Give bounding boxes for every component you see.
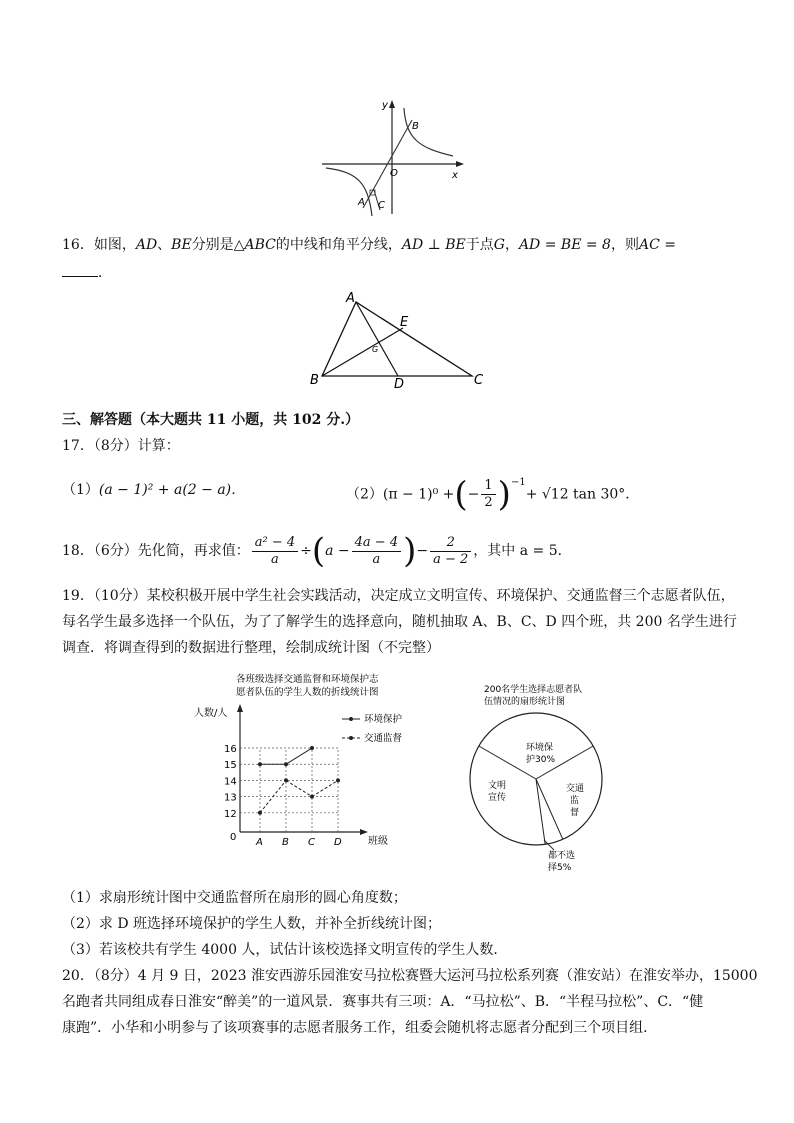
segment-be <box>322 328 403 376</box>
x-tick-label: B <box>282 837 289 848</box>
y-tick-label: 16 <box>224 744 237 756</box>
label-x: x <box>452 170 458 181</box>
q20-line1: 20．（8分）4 月 9 日，2023 淮安西游乐园淮安马拉松赛暨大运河马拉松系列赛（淮安站）在淮安举办，15000 <box>62 968 758 984</box>
q19-line2: 每名学生最多选择一个队伍，为了了解学生的选择意向，随机抽取 A、B、C、D 四个班，共 200 名学生进行 <box>62 614 737 630</box>
point-e: E <box>400 315 409 330</box>
vertex-a: A <box>346 291 355 306</box>
traffic-data-point <box>284 778 288 782</box>
q20-line2: 名跑者共同组成春日淮安“醉美”的一道风景．赛事共有三项：A．“马拉松”、B．“半程马拉松”、C．“健 <box>62 994 704 1010</box>
traffic-series-segment <box>260 780 286 812</box>
pie-env-2: 护30% <box>526 755 556 765</box>
env-data-point <box>310 746 314 750</box>
vertex-b: B <box>310 373 319 388</box>
line-chart-origin: 0 <box>230 832 237 843</box>
pie-none-1: 都不选 <box>548 851 576 861</box>
pie-none-leader <box>544 840 554 850</box>
line-chart-xlabel: 班级 <box>368 836 388 847</box>
x-tick-label: D <box>334 837 342 848</box>
legend-env-label: 环境保护 <box>364 714 403 725</box>
q17-header: 17．（8分）计算： <box>62 438 180 454</box>
traffic-series-segment <box>312 780 338 796</box>
vertex-c: C <box>474 373 484 388</box>
q20-line3: 康跑”．小华和小明参与了该项赛事的志愿者服务工作，组委会随机将志愿者分配到三个项目组． <box>62 1020 658 1036</box>
legend-traffic-dot <box>349 736 353 740</box>
pie-env-1: 环境保 <box>526 743 554 753</box>
q19-line3: 调查．将调查得到的数据进行整理，绘制成统计图（不完整） <box>62 640 440 656</box>
pie-traffic-2: 监 <box>570 796 580 806</box>
x-axis-arrow <box>360 829 368 835</box>
hyperbola-figure <box>318 98 468 218</box>
pie-civil-1: 文明 <box>488 781 507 791</box>
line-chart-title-1: 各班级选择交通监督和环境保护志 <box>236 674 379 685</box>
traffic-series-segment <box>286 780 312 796</box>
y-tick-label: 13 <box>224 792 237 804</box>
hyperbola-branch-1 <box>404 108 453 156</box>
y-tick-label: 12 <box>224 808 237 820</box>
q19-sub1: （1）求扇形统计图中交通监督所在扇形的圆心角度数； <box>62 890 407 906</box>
env-series-segment <box>286 748 312 764</box>
x-tick-label: A <box>256 837 263 848</box>
q17-part1: （1）(a − 1)² + a(2 − a)． <box>62 482 246 498</box>
pie-civil-2: 宣传 <box>488 793 507 803</box>
y-tick-label: 15 <box>224 760 237 772</box>
line-chart-series <box>258 746 340 815</box>
env-data-point <box>284 762 288 766</box>
label-b: B <box>412 121 419 132</box>
label-o: O <box>390 168 398 179</box>
x-tick-label: C <box>308 837 315 848</box>
pie-traffic-1: 交通 <box>566 784 585 794</box>
traffic-data-point <box>258 811 262 815</box>
section-3-title: 三、解答题（本大题共 11 小题，共 102 分.） <box>62 412 360 428</box>
q19-sub3: （3）若该校共有学生 4000 人，试估计该校选择文明宣传的学生人数． <box>62 942 508 958</box>
hyperbola-branch-3 <box>326 168 372 216</box>
traffic-data-point <box>336 778 340 782</box>
q16-number: 16． <box>62 237 94 253</box>
y-tick-label: 14 <box>224 776 237 788</box>
traffic-data-point <box>310 795 314 799</box>
triangle-abc <box>322 302 472 376</box>
pie-title-2: 伍情况的扇形统计图 <box>484 697 566 707</box>
line-chart-axes <box>237 704 368 835</box>
line-chart-grid <box>240 748 338 832</box>
question-16: 16．如图，AD、BE分别是△ABC的中线和角平分线，AD ⊥ BE于点G，AD = BE = 8，则AC = <box>62 237 676 253</box>
pie-chart <box>462 678 622 878</box>
answer-blank[interactable] <box>62 276 98 277</box>
q19-line1: 19．（10分）某校积极开展中学生社会实践活动，决定成立文明宣传、环境保护、交通监督三个志愿者队伍， <box>62 588 735 604</box>
label-a: A <box>358 197 365 208</box>
env-data-point <box>258 762 262 766</box>
q18: 18．（6分）先化简，再求值： $\frac{\text{a² − 4}}{a}$ ÷(a − $\frac{4a - 4}{a}$ )− $\frac{2}{a - 2}$ ，其中 a = 5． <box>62 531 572 571</box>
line-chart-title-2: 愿者队伍的学生人数的折线统计图 <box>236 687 379 698</box>
legend-traffic-label: 交通监督 <box>364 733 403 744</box>
line-chart-ylabel: 人数/人 <box>194 708 228 719</box>
triangle-figure <box>306 290 492 390</box>
label-c: C <box>378 200 385 211</box>
point-g: G <box>372 345 379 354</box>
pie-none-2: 择5% <box>548 863 572 873</box>
pie-title-1: 200名学生选择志愿者队 <box>484 685 583 695</box>
q17-part2: （2）(π − 1)⁰ +(− $\frac{1}{2}$ )$^{-1}$+ √12 tan 30°． <box>346 474 640 515</box>
point-d: D <box>394 377 405 390</box>
x-axis-arrow <box>456 161 464 167</box>
segment-ad <box>356 302 398 376</box>
label-y: y <box>382 100 388 111</box>
y-axis-arrow <box>237 704 243 712</box>
q19-sub2: （2）求 D 班选择环境保护的学生人数，并补全折线统计图； <box>62 916 442 932</box>
pie-traffic-3: 督 <box>570 808 580 818</box>
y-axis-arrow <box>389 100 395 108</box>
line-chart <box>190 668 420 858</box>
legend-env-dot <box>349 717 353 721</box>
q16-answer-line: ． <box>62 263 112 283</box>
